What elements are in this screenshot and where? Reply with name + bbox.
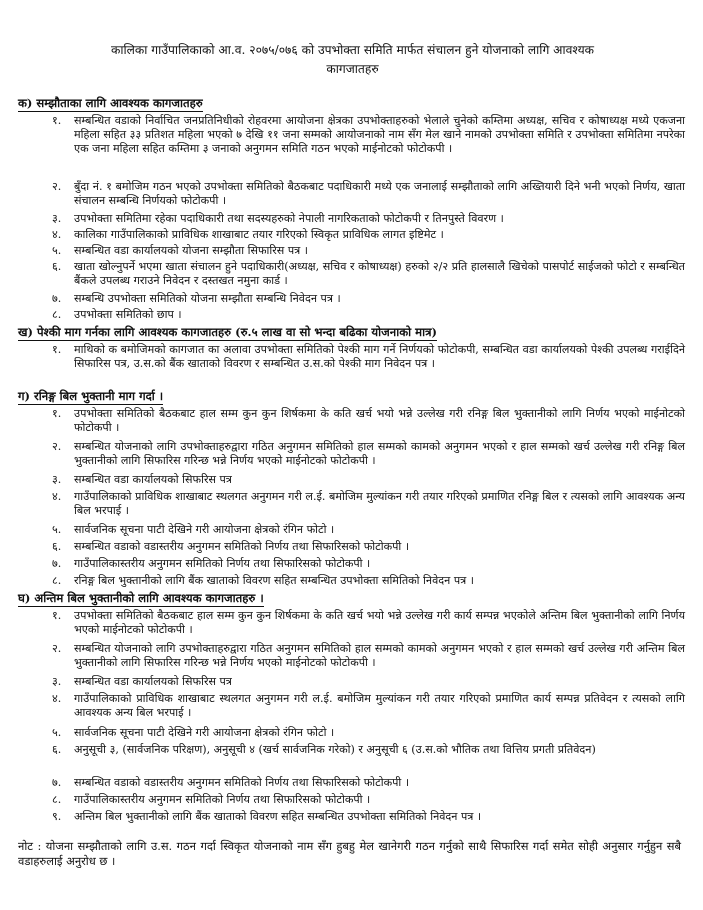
item-text: खाता खोल्नुपर्ने भएमा खाता संचालन हुने पदाधिकारी(अध्यक्ष, सचिव र कोषाध्यक्ष) हरुको २/२ प्रति हालसालै खिचेको पासपोर्ट साईजको फोटो र सम्बन्धित बैंकले उपलब्ध गराउने निवेदन र दस्तखत नमुना कार्ड । [74,260,685,287]
section-gha-heading: घ) अन्तिम बिल भुक्तानीको लागि आवश्यक कागजातहरु । [18,591,264,605]
list-item [52,260,685,288]
item-text: बुँदा नं. १ बमोजिम गठन भएको उपभोक्ता समितिको बैठकबाट पदाधिकारी मध्ये एक जनालाई सम्झौताको लागि अख्तियारी दिने भनी भएको निर्णय, खाता संचालन सम्बन्धि निर्णयको फोटोकपी । [74,180,685,207]
item-number: २. [52,440,62,453]
list-item [52,523,685,537]
list-item [52,540,685,554]
item-number: ८. [52,574,62,587]
item-text: सम्बन्धित वडाको वडास्तरीय अनुगमन समितिको निर्णय तथा सिफारिसको फोटोकपी । [74,776,410,789]
list-item [52,574,685,588]
list-item [52,440,685,468]
list-item [52,308,685,322]
section-ka-heading: क) सम्झौताका लागि आवश्यक कागजातहरु [18,96,203,110]
list-item [52,180,685,208]
item-number: १. [52,407,62,420]
list-item [52,743,685,757]
list-item [52,776,685,790]
list-item [52,228,685,242]
item-number: ४. [52,228,62,241]
list-item [52,343,685,371]
item-text: सम्बन्धित वडाको निर्वाचित जनप्रतिनिधीको रोहवरमा आयोजना क्षेत्रका उपभोक्ताहरुको भेलाले चुनेको कम्तिमा अध्यक्ष, सचिव र कोषाध्यक्ष मध्ये एकजना महिला सहित ३३ प्रतिशत महिला भएको ७ देखि ११ जना सम्मको आयोजनाको नाम सँग मेल खाने नामको उपभोक्ता समिति र उपभोक्ता समितिमा नपरेका एक जना महिला सहित कम्तिमा ३ जनाको अनुगमन समिति गठन भएको माईनोटको फोटोकपी । [74,114,685,155]
item-number: ६. [52,743,62,756]
item-number: २. [52,180,62,193]
item-number: ३. [52,212,62,225]
list-item [52,212,685,226]
list-item [52,473,685,487]
list-item [52,244,685,258]
item-text: अनुसूची ३, (सार्वजनिक परिक्षण), अनुसूची ४ (खर्च सार्वजनिक गरेको) र अनुसूची ६ (उ.स.को भौतिक तथा वित्तिय प्रगती प्रतिवेदन) [74,743,596,756]
item-text: अन्तिम बिल भुक्तानीको लागि बैंक खाताको विवरण सहित सम्बन्धित उपभोक्ता समितिको निवेदन पत्र । [74,810,482,823]
item-number: ५. [52,523,62,536]
section-kha-heading: ख) पेश्की माग गर्नका लागि आवश्यक कागजातहरु (रु.५ लाख वा सो भन्दा बढिका योजनाको मात्र) [18,325,437,339]
item-text: गाउँपालिकास्तरीय अनुगमन समितिको निर्णय तथा सिफारिसको फोटोकपी । [74,557,371,570]
section-ga-heading: ग) रनिङ्ग बिल भुक्तानी माग गर्दा । [18,389,164,403]
list-item [52,292,685,306]
item-number: ४. [52,692,62,705]
item-number: १. [52,343,62,356]
item-text: उपभोक्ता समितिको बैठकबाट हाल सम्म कुन कुन शिर्षकमा के कति खर्च भयो भन्ने उल्लेख गरी कार्य सम्पन्न भएकोले अन्तिम बिल भुक्तानीको लागि निर्णय भएको माईनोटको फोटोकपी । [74,609,685,636]
item-number: ७. [52,292,62,305]
item-number: ६. [52,260,62,273]
item-text: माथिको क बमोजिमको कागजात का अलावा उपभोक्ता समितिको पेश्की माग गर्ने निर्णयको फोटोकपी, सम्बन्धित वडा कार्यालयको पेश्की उपलब्ध गराईदिने सिफारिस पत्र, उ.स.को बैंक खाताको विवरण र सम्बन्धित उ.स.को पेश्की माग निवेदन पत्र । [74,343,685,370]
list-item [52,407,685,435]
item-number: ८. [52,793,62,806]
item-text: रनिङ्ग बिल भुक्तानीको लागि बैंक खाताको विवरण सहित सम्बन्धित उपभोक्ता समितिको निवेदन पत्र । [74,574,474,587]
item-text: सम्बन्धि उपभोक्ता समितिको योजना सम्झौता सम्बन्धि निवेदन पत्र । [74,292,341,305]
item-number: ४. [52,490,62,503]
item-number: ८. [52,308,62,321]
list-item [52,810,685,824]
list-item [52,609,685,637]
item-text: सम्बन्धित वडा कार्यालयको योजना सम्झौता सिफारिस पत्र । [74,244,308,257]
item-text: उपभोक्ता समितिको छाप । [74,308,182,321]
item-text: सम्बन्धित योजनाको लागि उपभोक्ताहरुद्वारा गठित अनुगमन समितिको हाल सम्मको कामको अनुगमन भएको र हाल सम्मको खर्च उल्लेख गरी अन्तिम बिल भुक्तानीको लागि सिफारिस गरिन्छ भन्ने निर्णय भएको माईनोटको फोटोकपी । [74,642,685,669]
item-text: उपभोक्ता समितिको बैठकबाट हाल सम्म कुन कुन शिर्षकमा के कति खर्च भयो भन्ने उल्लेख गरी रनिङ्ग बिल भुक्तानीको लागि निर्णय भएको माईनोटको फोटोकपी । [74,407,685,434]
list-item [52,793,685,807]
item-text: सम्बन्धित वडा कार्यालयको सिफरिस पत्र [74,473,232,486]
item-number: ३. [52,473,62,486]
list-item [52,642,685,670]
item-number: १. [52,114,62,127]
item-text: गाउँपालिकाको प्राविधिक शाखाबाट स्थलगत अनुगमन गरी ल.ई. बमोजिम मुल्यांकन गरी तयार गरिएको प्रमाणित कार्य सम्पन्न प्रतिवेदन र त्यसको लागि आवश्यक अन्य बिल भरपाई । [74,692,685,719]
item-number: १. [52,609,62,622]
list-item [52,114,685,156]
item-number: २. [52,642,62,655]
list-item [52,692,685,720]
item-text: सार्वजनिक सूचना पाटी देखिने गरी आयोजना क्षेत्रको रंगिन फोटो । [74,523,335,536]
list-item [52,490,685,518]
item-text: उपभोक्ता समितिमा रहेका पदाधिकारी तथा सदस्यहरुको नेपाली नागरिकताको फोटोकपी र तिनपुस्ते विवरण । [74,212,504,225]
item-number: ३. [52,675,62,688]
document-title-line-2: कागजातहरु [326,62,379,76]
item-number: ७. [52,776,62,789]
list-item [52,675,685,689]
item-text: कालिका गाउँपालिकाको प्राविधिक शाखाबाट तयार गरिएको स्विकृत प्राविधिक लागत इष्टिमेट । [74,228,444,241]
item-number: ५. [52,726,62,739]
item-number: ५. [52,244,62,257]
item-text: सम्बन्धित योजनाको लागि उपभोक्ताहरुद्वारा गठित अनुगमन समितिको हाल सम्मको कामको अनुगमन भएको र हाल सम्मको खर्च उल्लेख गरी रनिङ्ग बिल भुक्तानीको लागि सिफारिस गरिन्छ भन्ने निर्णय भएको माईनोटको फोटोकपी । [74,440,685,467]
item-text: सम्बन्धित वडा कार्यालयको सिफरिस पत्र [74,675,232,688]
item-number: ९. [52,810,62,823]
item-text: गाउँपालिकास्तरीय अनुगमन समितिको निर्णय तथा सिफारिसको फोटोकपी । [74,793,371,806]
list-item [52,726,685,740]
item-text: सार्वजनिक सूचना पाटी देखिने गरी आयोजना क्षेत्रको रंगिन फोटो । [74,726,335,739]
footer-note: नोट : योजना सम्झौताको लागि उ.स. गठन गर्दा स्विकृत योजनाको नाम सँग हुबहु मेल खानेगरी गठन गर्नुको साथै सिफारिस गर्दा समेत सोही अनुसार गर्नुहुन सबै वडाहरुलाई अनुरोध छ । [18,839,681,868]
document-title-line-1: कालिका गाउँपालिकाको आ.व. २०७५/०७६ को उपभोक्ता समिति मार्फत संचालन हुने योजनाको लागि आवश्यक [110,43,595,57]
item-text: सम्बन्धित वडाको वडास्तरीय अनुगमन समितिको निर्णय तथा सिफारिसको फोटोकपी । [74,540,410,553]
item-number: ७. [52,557,62,570]
item-text: गाउँपालिकाको प्राविधिक शाखाबाट स्थलगत अनुगमन गरी ल.ई. बमोजिम मुल्यांकन गरी तयार गरिएको प्रमाणित रनिङ्ग बिल र त्यसको लागि आवश्यक अन्य बिल भरपाई । [74,490,685,517]
item-number: ६. [52,540,62,553]
list-item [52,557,685,571]
